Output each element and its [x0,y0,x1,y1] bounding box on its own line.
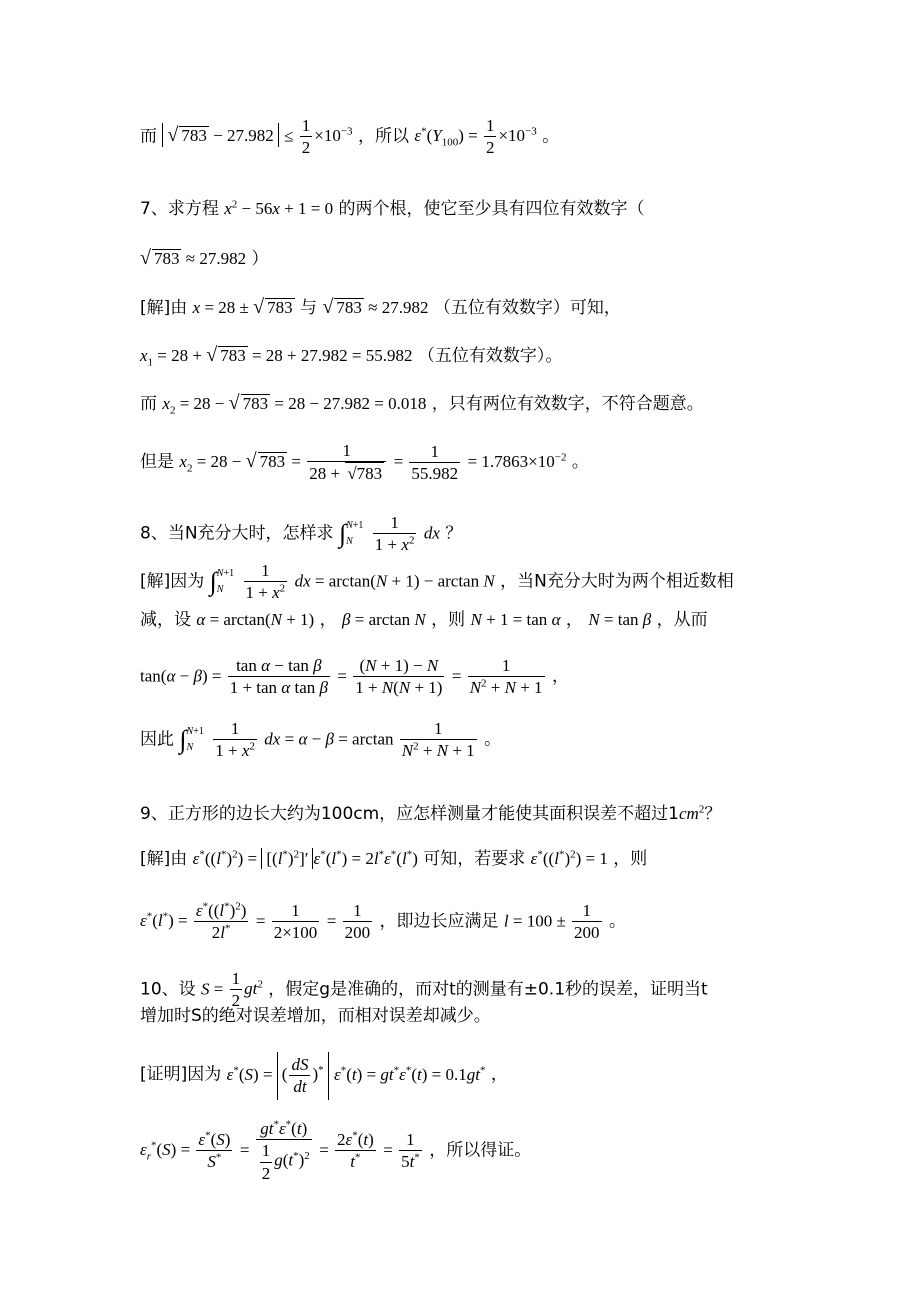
equation-line-1: 而 √ 783 − 27.982 ≤ $\frac{1}{2}$ $\times 10^{-3}$ ，所以 $\varepsilon^*(Y_{100})$ = $\frac{1}{2}$ $\times 10^{-3}$ 。 [140,116,560,158]
solution-7-line-2: $x_1 = 28$ + √ 783 = 28 + 27.982 = 55.982 （五位有效数字）。 [140,344,563,369]
question-7: 7、求方程 $x^2 - 56x + 1 = 0$ 的两个根，使它至少具有四位有效数字（ [140,198,645,219]
text: 7、求方程 [140,199,219,219]
solution-9-line-1: [解]由 $\varepsilon^*((l^*)^2) = [(l^*)^2]'$ ε*(l*) = 2l*ε*(l*) 可知，若要求 $\varepsilon^*((l^*)^2) = 1$ ，则 [140,848,648,869]
question-8: 8、当N充分大时，怎样求 ∫ N+1 N $\frac{1}{1 + x^2}$ dx ？ [140,513,463,555]
text: 但是 [140,451,174,472]
text: ，则 [431,610,466,630]
text: （五位有效数字）可知， [433,298,621,318]
text: 。 [571,451,589,472]
text: ，当N充分大时为两个相近数相 [500,571,734,592]
text: 与 [300,298,318,318]
text: ， [565,610,583,630]
text: 。 [484,729,502,750]
solution-9-line-2: ε*(l*) = $\frac{\varepsilon^*((l^*)^2)}{2l^*}$ = $\frac{1}{2\times 100}$ = $\frac{1}{200}$ ，即边长应满足 l = 100 ± $\frac{1}{200}$ 。 [140,900,626,943]
text: [解]由 [140,849,188,869]
text: 10、设 [140,979,196,1000]
text: ， [551,666,569,687]
text: （五位有效数字）。 [417,346,563,366]
text: ， [490,1064,508,1085]
text: ，则 [613,849,648,869]
solution-7-line-1: [解]由 x = 28 ± √ 783 与 √ 783 ≈ 27.982 （五位有效数字）可知， [140,296,621,318]
text: ，所以得证。 [429,1140,532,1161]
text: 。 [608,911,626,932]
text: ，从而 [656,610,708,630]
solution-7-line-3: 而 $x_2 = 28$ − √ 783 = 28 − 27.982 = 0.018 ，只有两位有效数字，不符合题意。 [140,392,704,417]
text: ， [319,610,337,630]
solution-7-line-4: 但是 $x_2 = 28$ − √ 783 = $\frac{1}{28 + √783}$ = $\frac{1}{55.982}$ = $1.7863\times 10^{-2}$ 。 [140,441,589,484]
text: 增加时S的绝对误差增加，而相对误差却减少。 [140,1006,491,1026]
text: ？ [445,523,463,544]
question-9: 9、正方形的边长大约为100cm，应怎样测量才能使其面积误差不超过$1cm^2$？ [140,803,722,824]
text: ，假定g是准确的，而对t的测量有±0.1秒的误差，证明当t [268,979,708,1000]
text: 的两个根，使它至少具有四位有效数字（ [338,199,645,219]
question-10-cont [140,1008,800,1025]
solution-8-line-1: [解]因为 ∫ N+1 N $\frac{1}{1 + x^2}$ dx = arctan(N + 1) − arctan N ，当N充分大时为两个相近数相 [140,561,734,603]
text: ？ [704,804,722,824]
text: 可知，若要求 [423,849,526,869]
text: [解]因为 [140,571,205,592]
solution-8-line-4: 因此 ∫ N+1 N $\frac{1}{1 + x^2}$ dx = α − β = arctan $\frac{1}{N^2 + N + 1}$ 。 [140,719,502,761]
proof-10-line-2: $\varepsilon_r^*(S)$ = $\frac{\varepsilon^*(S)}{S^*}$ = gt*ε*(t) $\frac{1}{2}$ $g(t^*)^2$ = $\frac{2\varepsilon^*(t)}{t^*}$ = $\frac{1}{5t^*}$ ，所以得证。 [140,1118,532,1183]
text: ，所以 [357,126,409,147]
text: 因此 [140,729,174,750]
proof-10-line-1: [证明]因为 ε*(S) = ( $\frac{dS}{dt}$ )* ε*(t) = gt*ε*(t) = 0.1gt* ， [140,1052,800,1100]
text: 。 [542,126,560,147]
text: 9、正方形的边长大约为100cm，应怎样测量才能使其面积误差不超过1 [140,804,679,824]
text: 而 [140,126,157,147]
solution-8-line-3: tan(α − β) = $\frac{\text{tan α − tan β}}{\text{1 + tan α tan β}}$ = $\frac{(N + 1) - N}{1 + N(N + 1)}$ = $\frac{1}{N^2 + N + 1}$ ， [140,656,569,698]
text: ，只有两位有效数字，不符合题意。 [431,394,704,414]
text: [证明]因为 [140,1064,222,1085]
text: 8、当N充分大时，怎样求 [140,523,334,544]
question-7-cont: √ 783 ≈ 27.982 ） [140,247,269,269]
text: 减，设 [140,610,191,630]
text: [解]由 [140,298,188,318]
text: ） [251,249,269,269]
question-10: 10、设 S = $\frac{1}{2}$ $gt^2$ ，假定g是准确的，而对t的测量有±0.1秒的误差，证明当t [140,969,708,1011]
text: ，即边长应满足 [379,911,499,932]
text: 而 [140,394,157,414]
solution-8-line-2: 减，设 α = arctan(N + 1) ， β = arctan N ，则 N + 1 = tan α ， N = tan β ，从而 [140,610,708,630]
